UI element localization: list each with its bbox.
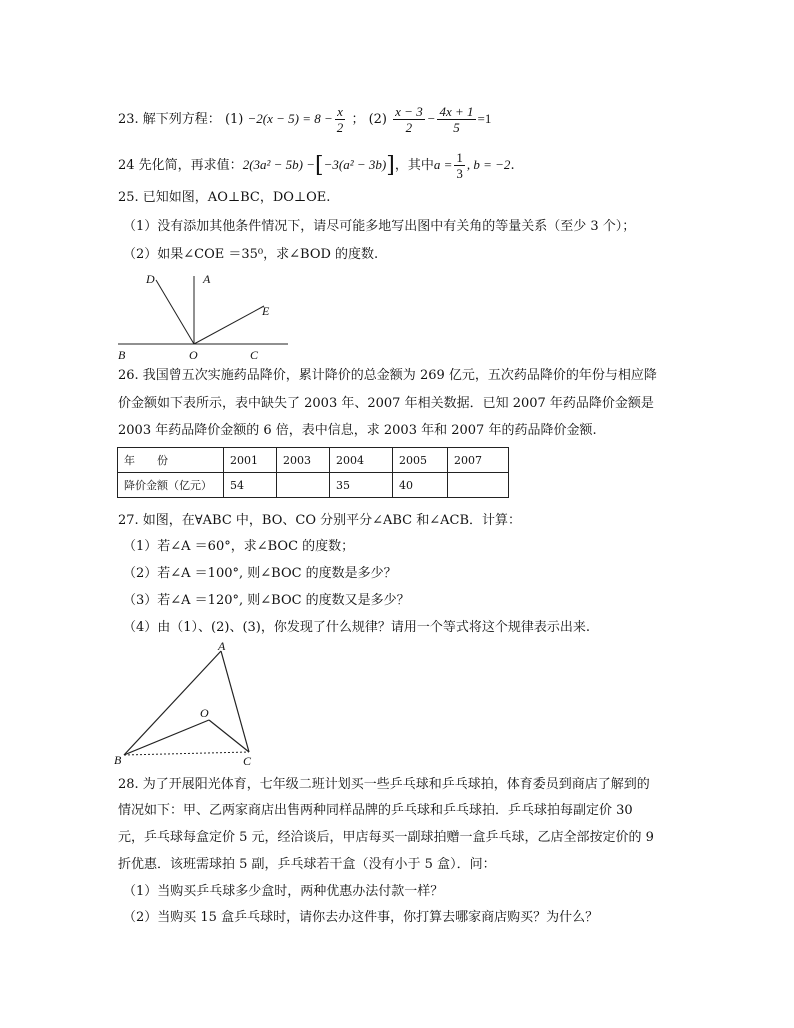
label-a: A xyxy=(218,640,226,653)
q23-eq1-lhs: −2(x − 5) = 8 − xyxy=(247,111,333,126)
table-cell: 35 xyxy=(330,473,393,498)
label-c: C xyxy=(243,754,252,768)
q28-sub1: （1）当购买乒乓球多少盒时，两种优惠办法付款一样？ xyxy=(123,884,444,899)
q26-line1: 26. 我国曾五次实施药品降价，累计降价的总金额为 269 亿元，五次药品降价的年份与相应降 xyxy=(118,368,657,383)
fraction-numerator: x − 3 xyxy=(395,104,423,119)
q27-figure xyxy=(110,640,270,768)
line-co xyxy=(209,720,249,752)
q26-line2: 价金额如下表所示，表中缺失了 2003 年、2007 年相关数据．已知 2007 年药品降价金额是 xyxy=(118,396,654,411)
q27-title: 27. 如图，在∀ABC 中，BO、CO 分别平分∠ABC 和∠ACB．计算： xyxy=(118,513,522,528)
q24-where: ，其中 xyxy=(394,158,434,173)
q26-table xyxy=(117,447,509,498)
q23-part2-marker: (2) xyxy=(368,112,388,127)
q24-end: . xyxy=(510,158,515,173)
label-b: B xyxy=(118,348,126,362)
q24-a-eq: a = xyxy=(433,157,453,172)
line-bo xyxy=(124,720,209,755)
line-oe xyxy=(194,306,264,344)
q24-line xyxy=(118,150,515,181)
fraction-denominator: 3 xyxy=(456,166,463,181)
q24-b-eq: , b = −2 xyxy=(466,157,511,172)
q23-eq2-fraction-2 xyxy=(437,104,475,135)
q27-sub2: （2）若∠A ＝100°, 则∠BOC 的度数是多少？ xyxy=(123,566,397,581)
q28-line3: 元，乒乓球每盒定价 5 元，经洽谈后，甲店每买一副球拍赠一盒乒乓球，乙店全部按定价的 9 xyxy=(118,830,654,845)
table-row-amount xyxy=(118,473,509,498)
q25-figure xyxy=(110,268,290,364)
q26-line3: 2003 年药品降价金额的 6 倍，表中信息，求 2003 年和 2007 年的药品降价金额. xyxy=(118,423,597,438)
q28-line1: 28. 为了开展阳光体育，七年级二班计划买一些乒乓球和乒乓球拍，体育委员到商店了解到的 xyxy=(118,777,650,792)
fraction-denominator: 2 xyxy=(336,120,344,135)
q24-label: 24 先化简，再求值： xyxy=(118,158,243,173)
table-cell: 54 xyxy=(224,473,277,498)
q25-sub1: （1）没有添加其他条件情况下，请尽可能多地写出图中有关角的等量关系（至少 3 个）； xyxy=(123,219,636,234)
table-cell xyxy=(277,473,330,498)
q24-left-bracket: [ xyxy=(315,153,324,178)
q23-separator: ； xyxy=(351,112,365,127)
table-cell xyxy=(448,473,509,498)
fraction-numerator: x xyxy=(335,104,346,120)
q27-sub1: （1）若∠A ＝60°，求∠BOC 的度数； xyxy=(123,539,355,554)
label-d: D xyxy=(146,272,155,286)
side-bc xyxy=(124,752,249,755)
label-a: A xyxy=(203,272,211,286)
q28-line2: 情况如下：甲、乙两家商店出售两种同样品牌的乒乓球和乒乓球拍．乒乓球拍每副定价 30 xyxy=(118,803,633,818)
q28-sub2: （2）当购买 15 盒乒乓球时，请你去办这件事，你打算去哪家商店购买？为什么？ xyxy=(123,910,599,925)
q23-eq1-fraction xyxy=(335,104,346,135)
table-cell: 降价金额（亿元） xyxy=(118,473,224,498)
table-cell: 2004 xyxy=(330,448,393,473)
label-o: O xyxy=(189,348,198,362)
q28-line4: 折优惠．该班需球拍 5 副，乒乓球若干盒（没有小于 5 盒）．问： xyxy=(118,857,496,872)
q23-eq2-minus: − xyxy=(426,111,436,126)
side-ac xyxy=(221,651,249,752)
label-o: O xyxy=(200,706,209,720)
q23-label: 23. 解下列方程： xyxy=(118,112,221,127)
table-cell: 2007 xyxy=(448,448,509,473)
q27-sub3: （3）若∠A ＝120°, 则∠BOC 的度数又是多少？ xyxy=(123,593,410,608)
q25-sub2: （2）如果∠COE ＝35⁰，求∠BOD 的度数. xyxy=(123,247,379,262)
q24-expr-a: 2(3a² − 5b) − xyxy=(242,157,316,172)
table-cell: 40 xyxy=(393,473,448,498)
q24-right-bracket: ] xyxy=(386,153,395,178)
table-cell: 2001 xyxy=(224,448,277,473)
q23-eq2-fraction-1 xyxy=(393,104,425,135)
label-c: C xyxy=(250,348,259,362)
q24-expr-b: −3(a² − 3b) xyxy=(323,157,387,172)
fraction-numerator: 1 xyxy=(456,150,463,165)
q25-title: 25. 已知如图，AO⊥BC，DO⊥OE. xyxy=(118,190,331,205)
q23-line xyxy=(118,104,491,135)
table-cell: 2003 xyxy=(277,448,330,473)
side-ab xyxy=(124,651,221,755)
fraction-denominator: 2 xyxy=(405,120,413,135)
q24-a-fraction xyxy=(454,150,465,181)
q23-part1-marker: (1) xyxy=(224,112,244,127)
q27-sub4: （4）由（1）、(2)、(3)，你发现了什么规律？请用一个等式将这个规律表示出来. xyxy=(123,620,591,635)
label-e: E xyxy=(262,304,270,318)
line-od xyxy=(156,280,194,344)
label-b: B xyxy=(114,753,122,767)
fraction-denominator: 5 xyxy=(453,120,460,135)
table-row-year xyxy=(118,448,509,473)
table-cell: 年 份 xyxy=(118,448,224,473)
fraction-numerator: 4x + 1 xyxy=(439,104,474,119)
q23-eq2-rhs: =1 xyxy=(477,111,492,126)
table-cell: 2005 xyxy=(393,448,448,473)
